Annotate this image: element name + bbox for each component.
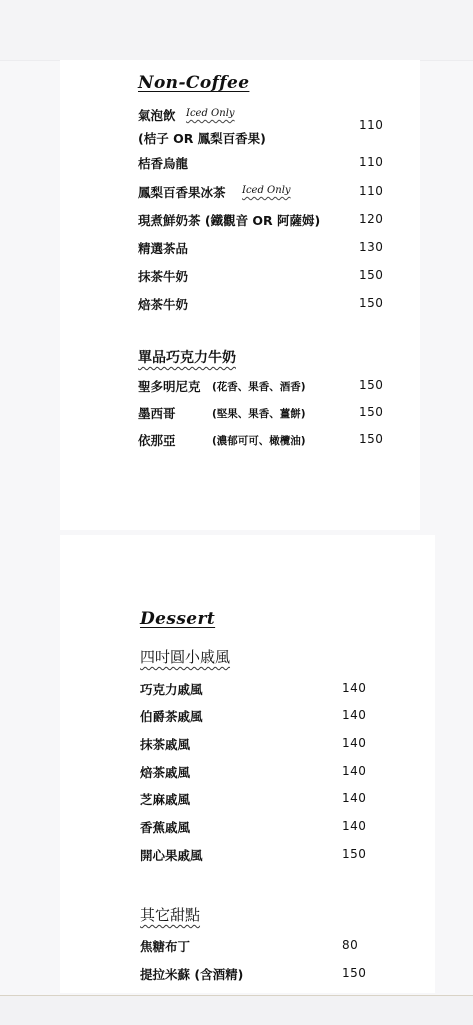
menu-item-price: 150 bbox=[359, 268, 384, 282]
flavor-note: (濃郁可可、橄欖油) bbox=[212, 435, 306, 447]
non-coffee-title: Non-Coffee bbox=[138, 73, 250, 93]
menu-item-price: 140 bbox=[342, 681, 367, 695]
menu-item-price: 150 bbox=[359, 432, 384, 446]
chocolate-section-title: 單品巧克力牛奶 bbox=[138, 350, 236, 366]
menu-item-price: 140 bbox=[342, 736, 367, 750]
menu-item-name: 伯爵茶戚風 bbox=[140, 709, 203, 724]
top-band bbox=[0, 0, 473, 61]
menu-item-name: 現煮鮮奶茶 (鐵觀音 OR 阿薩姆) bbox=[138, 213, 321, 228]
menu-item-name: 焦糖布丁 bbox=[140, 939, 191, 954]
menu-panel-dessert bbox=[60, 535, 435, 993]
menu-item-price: 140 bbox=[342, 764, 367, 778]
menu-item-price: 130 bbox=[359, 240, 384, 254]
menu-item-price: 80 bbox=[342, 938, 359, 952]
menu-item-name: 鳳梨百香果冰茶 bbox=[138, 185, 226, 200]
menu-item-name: 抹茶牛奶 bbox=[138, 269, 189, 284]
menu-item-name: 桔香烏龍 bbox=[138, 156, 189, 171]
menu-item-price: 110 bbox=[359, 155, 384, 169]
menu-item-name: 香蕉戚風 bbox=[140, 820, 191, 835]
menu-item-name: 焙茶牛奶 bbox=[138, 297, 189, 312]
other-desserts-title: 其它甜點 bbox=[140, 906, 201, 924]
menu-item-name: 開心果戚風 bbox=[140, 848, 203, 863]
iced-only-tag: Iced Only bbox=[186, 108, 235, 119]
chiffon-section-title: 四吋圓小戚風 bbox=[140, 648, 231, 666]
menu-item-price: 150 bbox=[359, 378, 384, 392]
menu-item-name: 聖多明尼克 bbox=[138, 379, 201, 394]
bottom-band bbox=[0, 995, 473, 1025]
menu-item-price: 150 bbox=[359, 405, 384, 419]
menu-item-name: 抹茶戚風 bbox=[140, 737, 191, 752]
menu-item-price: 140 bbox=[342, 708, 367, 722]
iced-only-tag: Iced Only bbox=[242, 185, 291, 196]
flavor-note: (花香、果香、酒香) bbox=[212, 381, 306, 393]
menu-item-price: 120 bbox=[359, 212, 384, 226]
menu-item-sub: (桔子 OR 鳳梨百香果) bbox=[138, 131, 266, 146]
menu-item-name: 芝麻戚風 bbox=[140, 792, 191, 807]
menu-item-name: 巧克力戚風 bbox=[140, 682, 203, 697]
menu-item-name: 提拉米蘇 (含酒精) bbox=[140, 967, 244, 982]
flavor-note: (堅果、果香、薑餅) bbox=[212, 408, 306, 420]
dessert-title: Dessert bbox=[140, 609, 216, 629]
menu-item-price: 150 bbox=[342, 847, 367, 861]
menu-item-price: 140 bbox=[342, 819, 367, 833]
menu-item-name: 氣泡飲 bbox=[138, 108, 176, 123]
menu-item-price: 140 bbox=[342, 791, 367, 805]
menu-item-name: 焙茶戚風 bbox=[140, 765, 191, 780]
menu-item-price: 150 bbox=[359, 296, 384, 310]
menu-item-price: 110 bbox=[359, 184, 384, 198]
menu-item-name: 精選茶品 bbox=[138, 241, 189, 256]
menu-item-name: 墨西哥 bbox=[138, 406, 176, 421]
menu-item-price: 110 bbox=[359, 118, 384, 132]
menu-item-name: 依那亞 bbox=[138, 433, 176, 448]
menu-item-price: 150 bbox=[342, 966, 367, 980]
